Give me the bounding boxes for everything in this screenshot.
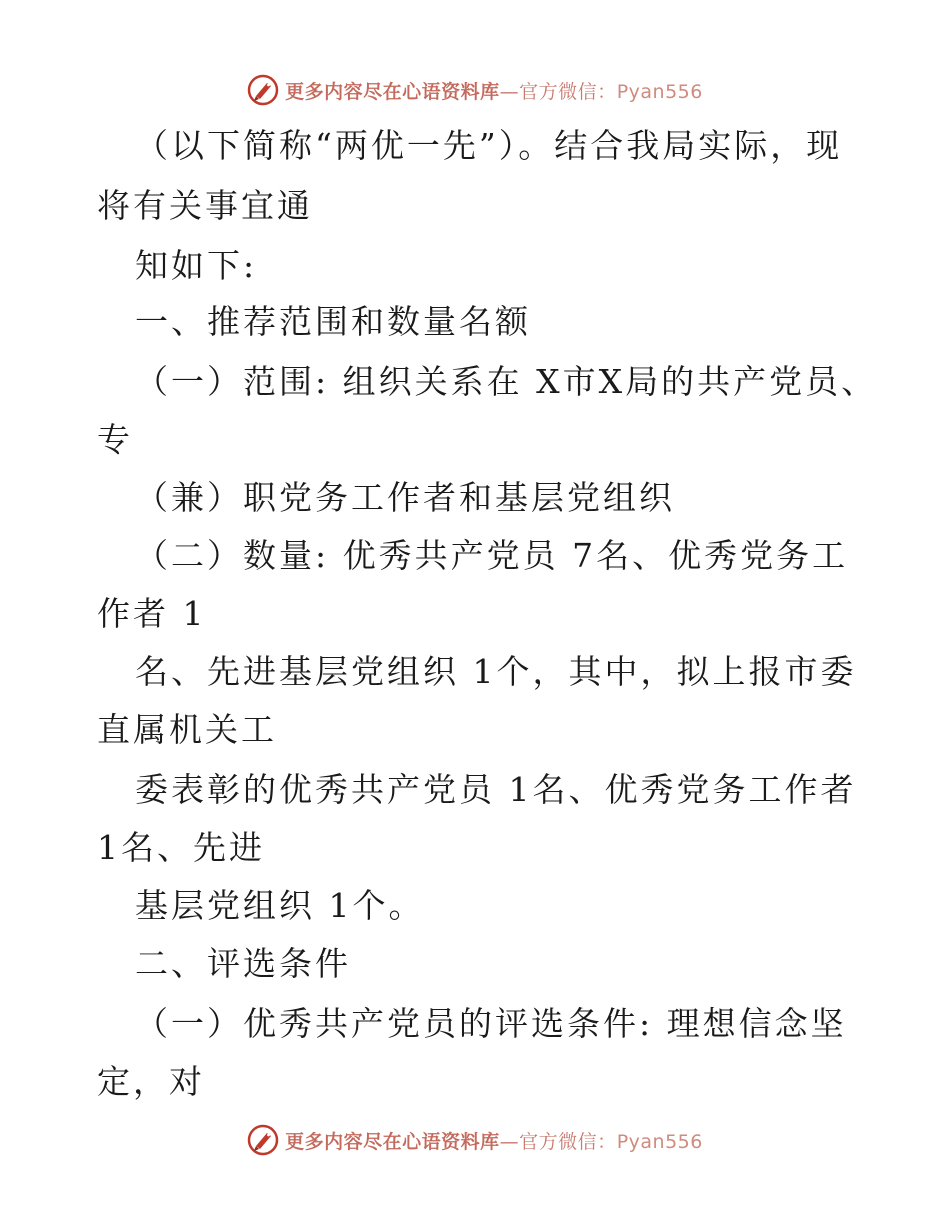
paragraph-line: 名、先进基层党组织 1个，其中，拟上报市委 bbox=[135, 652, 857, 691]
paragraph-line: 委表彰的优秀共产党员 1名、优秀党务工作者 bbox=[135, 770, 857, 809]
paragraph-line: （以下简称“两优一先”）。结合我局实际，现 bbox=[135, 126, 843, 165]
watermark-suffix: 官方微信： bbox=[519, 80, 617, 103]
watermark-footer bbox=[0, 1122, 950, 1158]
watermark-suffix: 官方微信： bbox=[519, 1130, 617, 1153]
watermark-handle: Pyan556 bbox=[616, 1130, 703, 1153]
paragraph-line: （二）数量: 优秀共产党员 7名、优秀党务工 bbox=[135, 536, 849, 575]
paragraph-line: 专 bbox=[97, 420, 133, 459]
paragraph-line: 知如下: bbox=[135, 246, 258, 285]
paragraph-line: 作者 1 bbox=[97, 594, 207, 633]
paragraph-line: （兼）职党务工作者和基层党组织 bbox=[135, 478, 675, 517]
section-heading: 一、推荐范围和数量名额 bbox=[135, 302, 531, 341]
paragraph-line: 1名、先进 bbox=[97, 828, 265, 867]
watermark-text bbox=[285, 1127, 703, 1154]
paragraph-line: （一）优秀共产党员的评选条件: 理想信念坚 bbox=[135, 1004, 847, 1043]
section-heading: 二、评选条件 bbox=[135, 944, 351, 983]
pen-logo-icon bbox=[247, 1124, 279, 1156]
watermark-main: 更多内容尽在心语资料库 bbox=[285, 1130, 500, 1153]
watermark-handle: Pyan556 bbox=[616, 80, 703, 103]
paragraph-line: 直属机关工 bbox=[97, 710, 277, 749]
watermark-dash: — bbox=[499, 80, 520, 103]
paragraph-line: 基层党组织 1个。 bbox=[135, 886, 425, 925]
paragraph-line: （一）范围: 组织关系在 X市X局的共产党员、 bbox=[135, 362, 878, 401]
watermark-dash: — bbox=[499, 1130, 520, 1153]
paragraph-line: 定，对 bbox=[97, 1062, 205, 1101]
paragraph-line: 将有关事宜通 bbox=[97, 186, 313, 225]
watermark-main: 更多内容尽在心语资料库 bbox=[285, 80, 500, 103]
